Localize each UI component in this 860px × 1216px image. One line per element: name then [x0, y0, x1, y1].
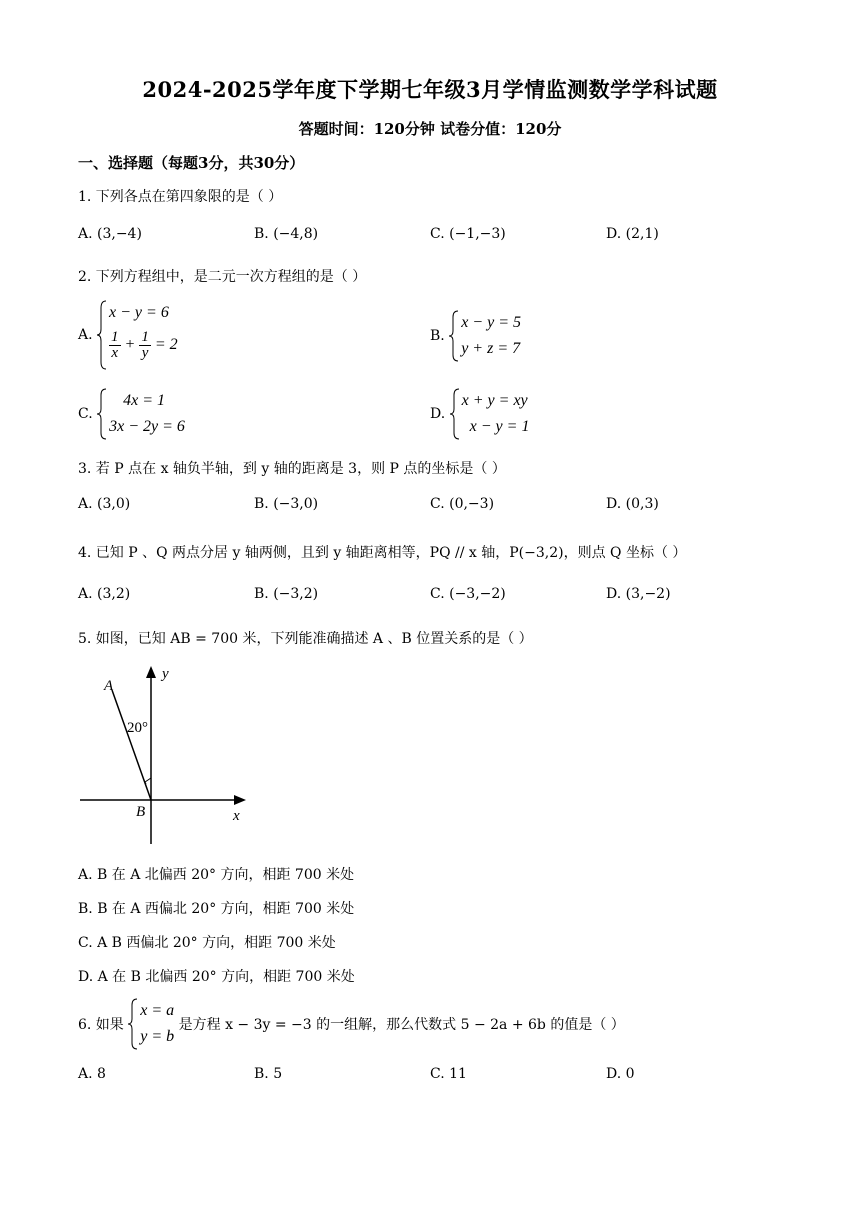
question-6-option-b[interactable]: B. 5 [254, 1066, 283, 1082]
question-2-stem: 2. 下列方程组中，是二元一次方程组的是（ ） [78, 269, 367, 285]
question-5-option-d[interactable]: D. A 在 B 北偏西 20° 方向，相距 700 米处 [78, 969, 355, 985]
equation-row: y + z = 7 [461, 340, 521, 357]
equation-row: x − y = 5 [461, 314, 521, 331]
question-2-option-d[interactable] [430, 388, 529, 440]
equation-row: x = a [140, 1002, 175, 1019]
question-6-option-a[interactable]: A. 8 [78, 1066, 106, 1082]
question-3-option-c[interactable]: C. (0,−3) [430, 496, 495, 512]
x-axis-arrow-icon [234, 795, 246, 805]
option-label: D. [430, 406, 446, 422]
question-5-stem: 5. 如图，已知 AB = 700 米，下列能准确描述 A 、B 位置关系的是（ ） [78, 631, 533, 647]
equation-row: x − y = 1 [469, 418, 530, 435]
equation-row: x + y = xy [461, 392, 528, 409]
equation-row: $\frac{1}{x}$ + $\frac{1}{y}$ = 2 [111, 329, 178, 361]
left-brace-icon [97, 388, 107, 440]
question-6-stem: 6. 如果 x = a y = b 是方程 x − 3y = −3 的一组解，那么代数式 5 − 2a + 6b 的值是（ ） [78, 998, 625, 1050]
option-label: C. [78, 406, 93, 422]
question-5-option-c[interactable]: C. A B 西偏北 20° 方向，相距 700 米处 [78, 935, 336, 951]
page-title: 2024-2025学年度下学期七年级3月学情监测数学学科试题 [142, 77, 718, 102]
question-3-option-d[interactable]: D. (0,3) [606, 496, 659, 512]
left-brace-icon [450, 388, 460, 440]
question-4-option-b[interactable]: B. (−3,2) [254, 586, 319, 602]
section-heading: 一、选择题（每题3分，共30分） [78, 154, 305, 172]
option-label: A. [78, 327, 93, 343]
question-3-option-a[interactable]: A. (3,0) [78, 496, 131, 512]
question-6-option-d[interactable]: D. 0 [606, 1066, 635, 1082]
left-brace-icon [97, 300, 107, 370]
question-3-option-b[interactable]: B. (−3,0) [254, 496, 319, 512]
left-brace-icon [128, 998, 138, 1050]
question-1-option-d[interactable]: D. (2,1) [606, 226, 659, 242]
question-4-option-c[interactable]: C. (−3,−2) [430, 586, 506, 602]
question-4-stem: 4. 已知 P 、Q 两点分居 y 轴两侧，且到 y 轴距离相等，PQ // x 轴，P(−3,2)，则点 Q 坐标（ ） [78, 545, 687, 561]
equation-row: y = b [140, 1028, 175, 1045]
question-1-option-b[interactable]: B. (−4,8) [254, 226, 319, 242]
equation-row: 4x = 1 [123, 392, 166, 409]
option-label: B. [430, 328, 445, 344]
question-4-option-a[interactable]: A. (3,2) [78, 586, 131, 602]
question-1-option-c[interactable]: C. (−1,−3) [430, 226, 506, 242]
y-axis-label: y [162, 666, 169, 682]
question-1-stem: 1. 下列各点在第四象限的是（ ） [78, 189, 283, 205]
question-5-option-a[interactable]: A. B 在 A 北偏西 20° 方向，相距 700 米处 [78, 867, 355, 883]
equation-row: x − y = 6 [109, 304, 169, 321]
x-axis-label: x [233, 808, 240, 824]
point-a-label: A [104, 678, 114, 694]
question-2-option-a[interactable] [78, 300, 178, 370]
angle-label: 20° [127, 720, 148, 736]
question-3-stem: 3. 若 P 点在 x 轴负半轴，到 y 轴的距离是 3，则 P 点的坐标是（ ） [78, 461, 506, 477]
left-brace-icon [449, 310, 459, 362]
equation-row: 3x − 2y = 6 [109, 418, 185, 435]
question-6-option-c[interactable]: C. 11 [430, 1066, 467, 1082]
question-4-option-d[interactable]: D. (3,−2) [606, 586, 671, 602]
question-2-option-c[interactable] [78, 388, 185, 440]
direction-diagram [70, 660, 260, 850]
y-axis-arrow-icon [146, 666, 156, 678]
question-2-option-b[interactable] [430, 310, 521, 362]
question-1-option-a[interactable]: A. (3,−4) [78, 226, 142, 242]
segment-ab [112, 690, 151, 800]
angle-mark [145, 778, 151, 784]
exam-info: 答题时间：120分钟 试卷分值：120分 [298, 120, 562, 138]
question-5-option-b[interactable]: B. B 在 A 西偏北 20° 方向，相距 700 米处 [78, 901, 355, 917]
point-b-label: B [136, 804, 146, 820]
